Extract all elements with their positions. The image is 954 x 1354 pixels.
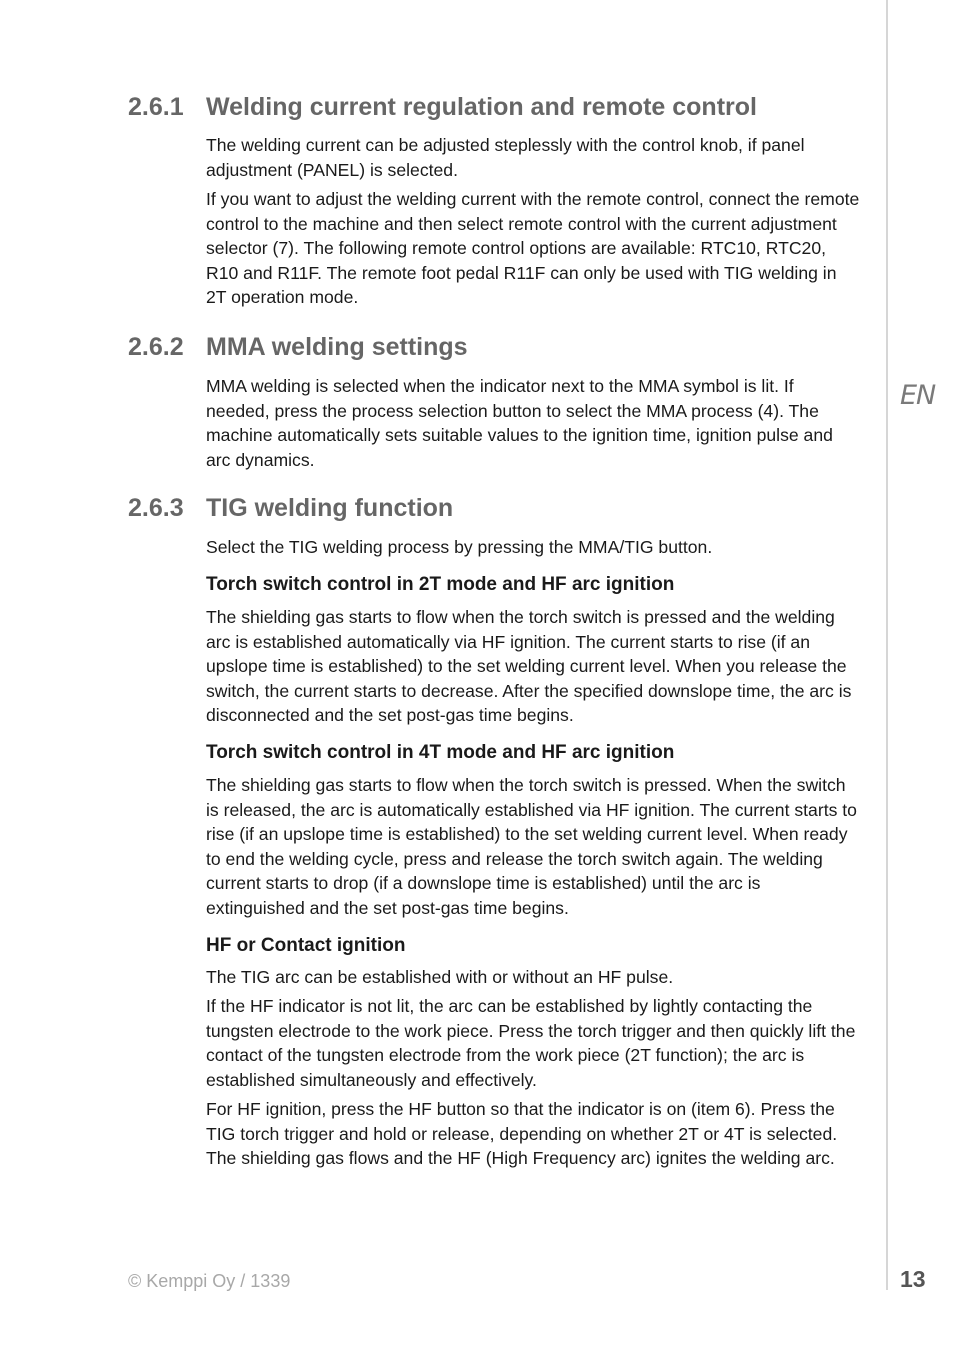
paragraph: For HF ignition, press the HF button so that the indicator is on (item 6). Press the TIG torch trigger and hold or release, depending on whether 2T or 4T is selected. The shielding gas flows and the HF (High Frequency arc) ignites the welding arc. [206,1099,838,1169]
page-number: 13 [900,1266,926,1292]
paragraph: The shielding gas starts to flow when the torch switch is pressed. When the switch is released, the arc is automatically established via HF ignition. The current starts to rise (if an upslope time is established) to the set welding current level. When ready to end the welding cycle, press and release the torch switch again. The welding current starts to drop (if a downslope time is established) until the arc is extinguished and the set post-gas time begins. [206,775,857,918]
section-number: 2.6.3 [128,494,184,522]
section-heading-2-6-1 [128,93,757,122]
language-marker: EN [900,380,936,411]
paragraph: The welding current can be adjusted steplessly with the control knob, if panel adjustment (PANEL) is selected. [206,135,805,180]
section-title: Welding current regulation and remote control [206,93,757,121]
section-number: 2.6.2 [128,333,184,361]
subsection-heading-2t: Torch switch control in 2T mode and HF arc ignition [206,574,675,595]
subsection-heading-ignition: HF or Contact ignition [206,935,406,956]
subsection-heading-4t: Torch switch control in 4T mode and HF arc ignition [206,742,675,763]
paragraph: The TIG arc can be established with or without an HF pulse. [206,967,674,987]
section-number: 2.6.1 [128,93,184,121]
paragraph: MMA welding is selected when the indicator next to the MMA symbol is lit. If needed, press the process selection button to select the MMA process (4). The machine automatically sets suitable values to the ignition time, ignition pulse and arc dynamics. [206,376,833,470]
paragraph: The shielding gas starts to flow when the torch switch is pressed and the welding arc is established automatically via HF ignition. The current starts to rise (if an upslope time is established) to the set welding current level. When you release the switch, the current starts to decrease. After the specified downslope time, the arc is disconnected and the set post-gas time begins. [206,607,852,726]
section-title: MMA welding settings [206,333,468,361]
section-title: TIG welding function [206,494,454,522]
paragraph: If you want to adjust the welding current with the remote control, connect the remote control to the machine and then select remote control with the current adjustment selector (7). The following remote control options are available: RTC10, RTC20, R10 and R11F. The remote foot pedal R11F can only be used with TIG welding in 2T operation mode. [206,189,860,308]
section-heading-2-6-3 [128,494,453,523]
paragraph: If the HF indicator is not lit, the arc can be established by lightly contacting the tungsten electrode to the work piece. Press the torch trigger and then quickly lift the contact of the tungsten electrode from the work piece (2T function); the arc is established simultaneously and effectively. [206,996,856,1090]
margin-rule [886,0,888,1290]
section-heading-2-6-2 [128,333,468,362]
paragraph: Select the TIG welding process by pressing the MMA/TIG button. [206,537,713,557]
footer-copyright: © Kemppi Oy / 1339 [128,1271,291,1291]
